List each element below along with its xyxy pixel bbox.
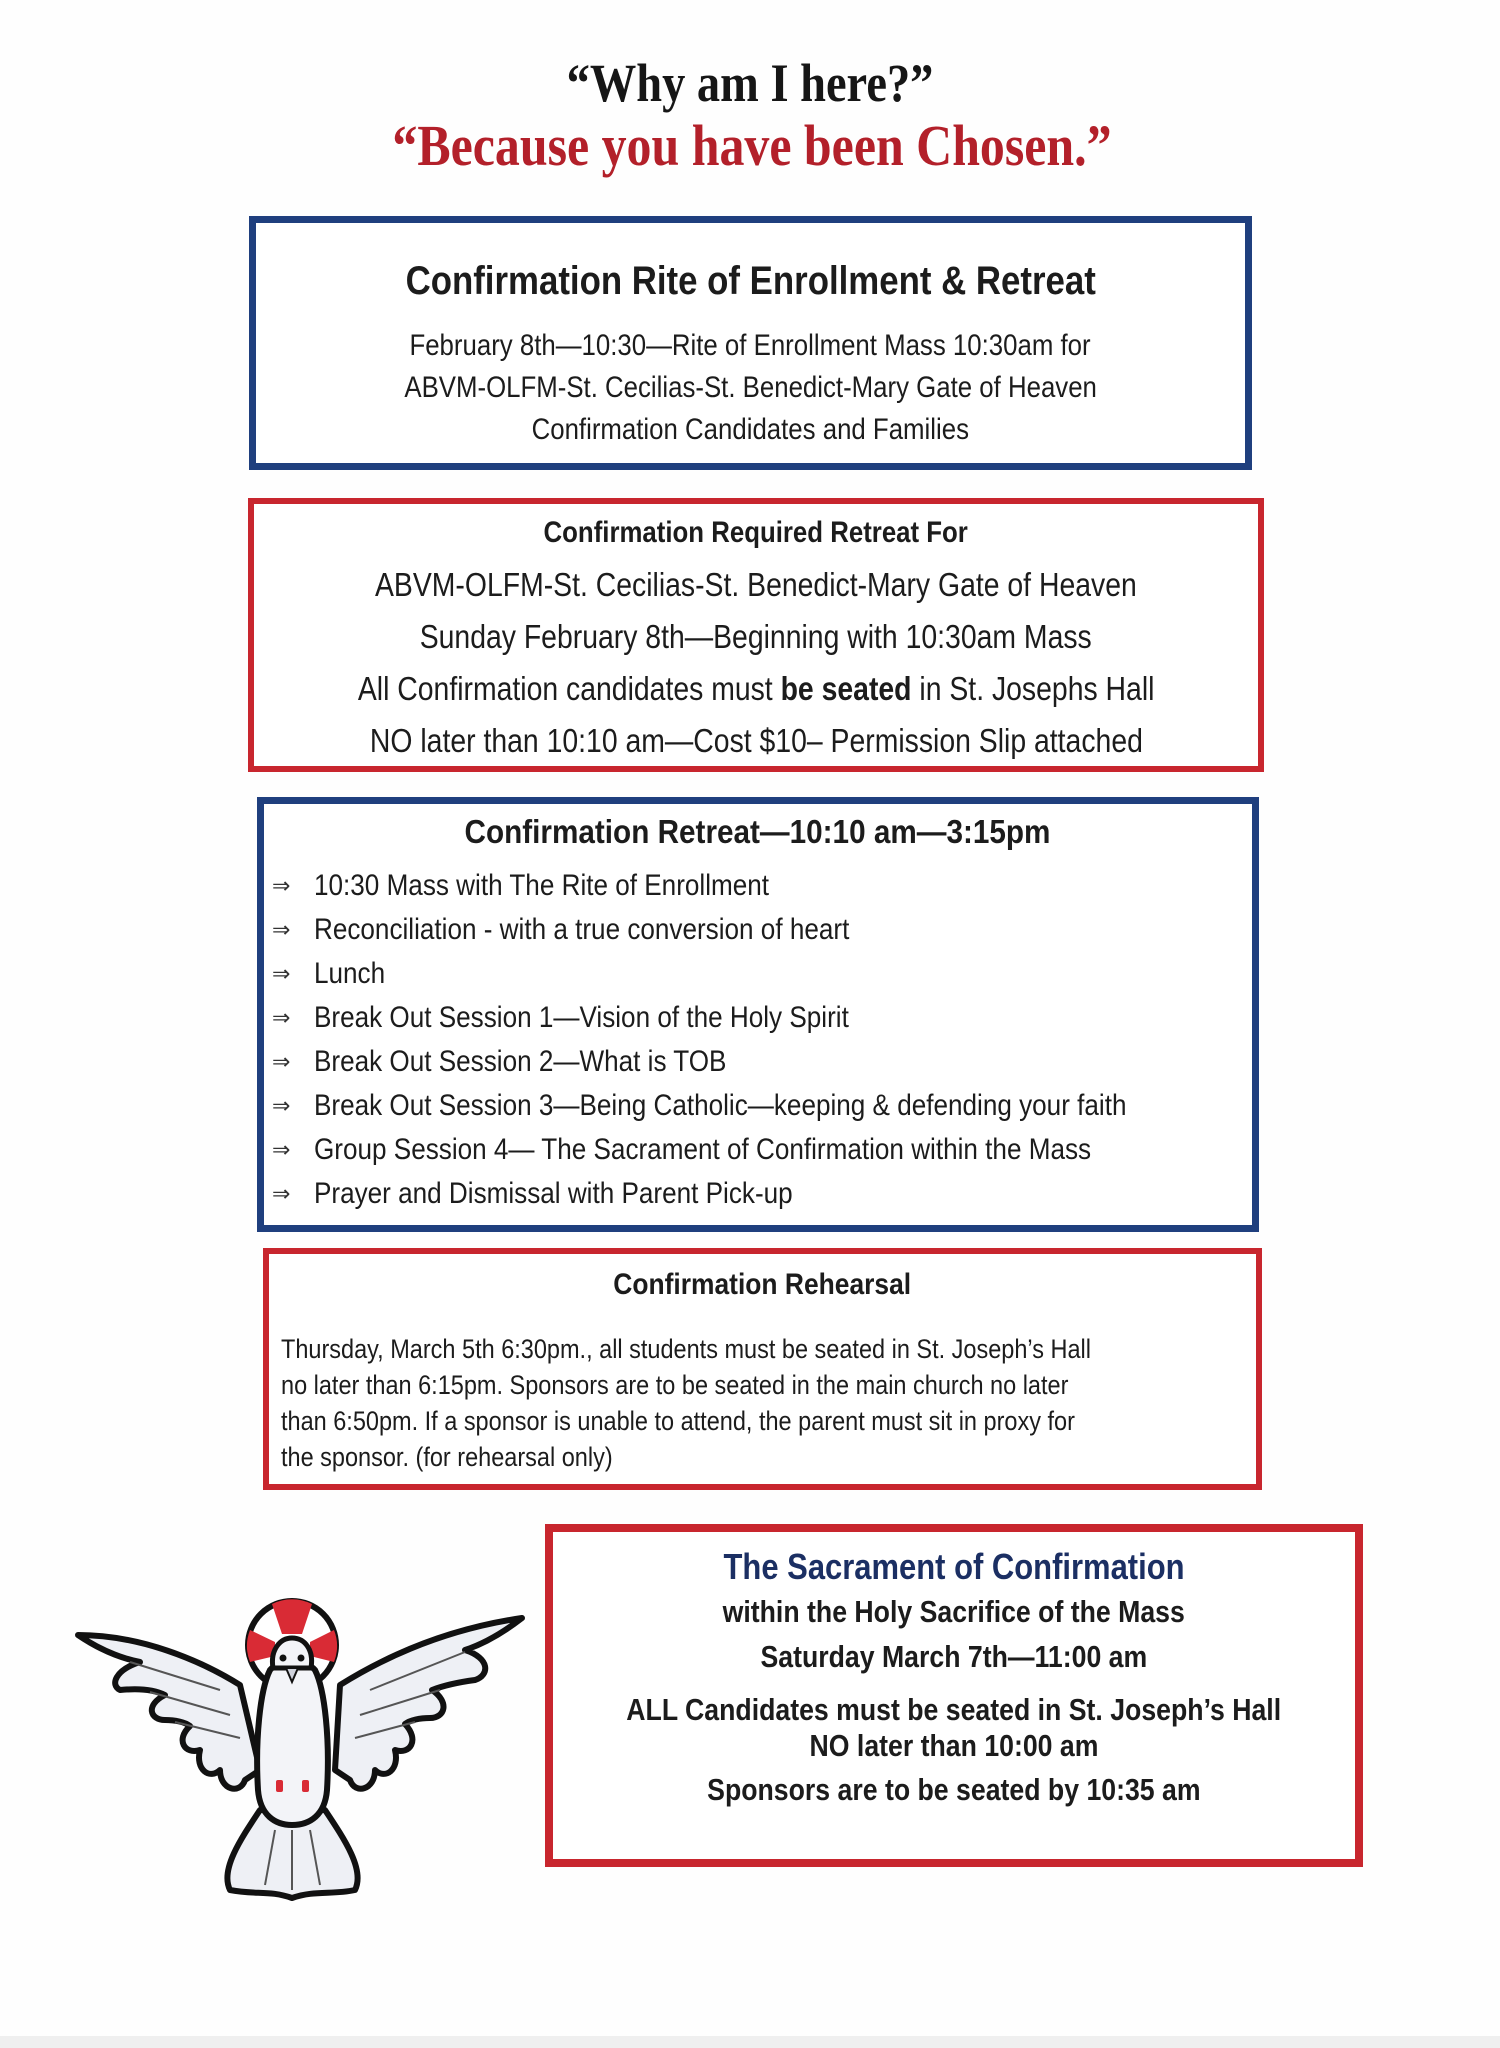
- rehearsal-line: the sponsor. (for rehearsal only): [281, 1442, 613, 1472]
- be-seated-emphasis: be seated: [780, 670, 912, 707]
- enrollment-line: February 8th—10:30—Rite of Enrollment Mass 10:30am for: [409, 329, 1092, 362]
- rehearsal-line: no later than 6:15pm. Sponsors are to be seated in the main church no later: [281, 1370, 1069, 1400]
- required-retreat-cost: NO later than 10:10 am—Cost $10– Permission Slip attached: [369, 722, 1143, 759]
- required-retreat-date: Sunday February 8th—Beginning with 10:30am Mass: [419, 618, 1093, 655]
- sacrament-box: [545, 1524, 1363, 1867]
- double-right-arrow-icon: ⇒: [272, 1049, 291, 1075]
- retreat-schedule-list: [264, 864, 1248, 1216]
- required-retreat-box: [248, 498, 1264, 772]
- rehearsal-title: Confirmation Rehearsal: [613, 1268, 912, 1301]
- schedule-item: ⇒ Lunch: [264, 952, 1248, 996]
- sacrament-date: Saturday March 7th—11:00 am: [760, 1639, 1148, 1674]
- schedule-item: ⇒ Prayer and Dismissal with Parent Pick-up: [264, 1172, 1248, 1216]
- double-right-arrow-icon: ⇒: [272, 873, 291, 899]
- schedule-item: ⇒ Break Out Session 3—Being Catholic—keeping & defending your faith: [264, 1084, 1248, 1128]
- rehearsal-box: [263, 1248, 1262, 1490]
- required-retreat-title: Confirmation Required Retreat For: [543, 516, 969, 549]
- page-bottom-edge: [0, 2036, 1500, 2048]
- enrollment-title: Confirmation Rite of Enrollment & Retreat: [405, 259, 1096, 303]
- double-right-arrow-icon: ⇒: [272, 1093, 291, 1119]
- sacrament-deadline: NO later than 10:00 am: [809, 1728, 1099, 1763]
- rehearsal-line: than 6:50pm. If a sponsor is unable to attend, the parent must sit in proxy for: [281, 1406, 1075, 1436]
- schedule-item: ⇒ Break Out Session 1—Vision of the Holy Spirit: [264, 996, 1248, 1040]
- double-right-arrow-icon: ⇒: [272, 1181, 291, 1207]
- holy-spirit-dove-icon: [70, 1590, 530, 1910]
- sacrament-subtitle: within the Holy Sacrifice of the Mass: [722, 1594, 1186, 1629]
- sacrament-sponsors: Sponsors are to be seated by 10:35 am: [707, 1772, 1201, 1807]
- sacrament-title: The Sacrament of Confirmation: [723, 1546, 1185, 1587]
- rehearsal-line: Thursday, March 5th 6:30pm., all students must be seated in St. Joseph’s Hall: [281, 1334, 1091, 1364]
- double-right-arrow-icon: ⇒: [272, 1005, 291, 1031]
- retreat-schedule-title: Confirmation Retreat—10:10 am—3:15pm: [465, 813, 1051, 850]
- sacrament-candidates: ALL Candidates must be seated in St. Joseph’s Hall: [626, 1692, 1282, 1727]
- schedule-item: ⇒ 10:30 Mass with The Rite of Enrollment: [264, 864, 1248, 908]
- enrollment-line: ABVM-OLFM-St. Cecilias-St. Benedict-Mary Gate of Heaven: [404, 371, 1097, 404]
- required-retreat-seating: All Confirmation candidates must be seated in St. Josephs Hall: [357, 670, 1155, 707]
- double-right-arrow-icon: ⇒: [272, 961, 291, 987]
- schedule-item: ⇒ Reconciliation - with a true conversion of heart: [264, 908, 1248, 952]
- double-right-arrow-icon: ⇒: [272, 917, 291, 943]
- headline-question: “Why am I here?”: [566, 53, 934, 113]
- retreat-schedule-box: [257, 797, 1259, 1232]
- enrollment-line: Confirmation Candidates and Families: [531, 413, 970, 446]
- double-right-arrow-icon: ⇒: [272, 1137, 291, 1163]
- headline-answer: “Because you have been Chosen.”: [392, 113, 1112, 178]
- rehearsal-details: [281, 1334, 1212, 1478]
- enrollment-box: [249, 216, 1252, 470]
- schedule-item: ⇒ Break Out Session 2—What is TOB: [264, 1040, 1248, 1084]
- required-retreat-parishes: ABVM-OLFM-St. Cecilias-St. Benedict-Mary Gate of Heaven: [375, 566, 1137, 603]
- schedule-item: ⇒ Group Session 4— The Sacrament of Confirmation within the Mass: [264, 1128, 1248, 1172]
